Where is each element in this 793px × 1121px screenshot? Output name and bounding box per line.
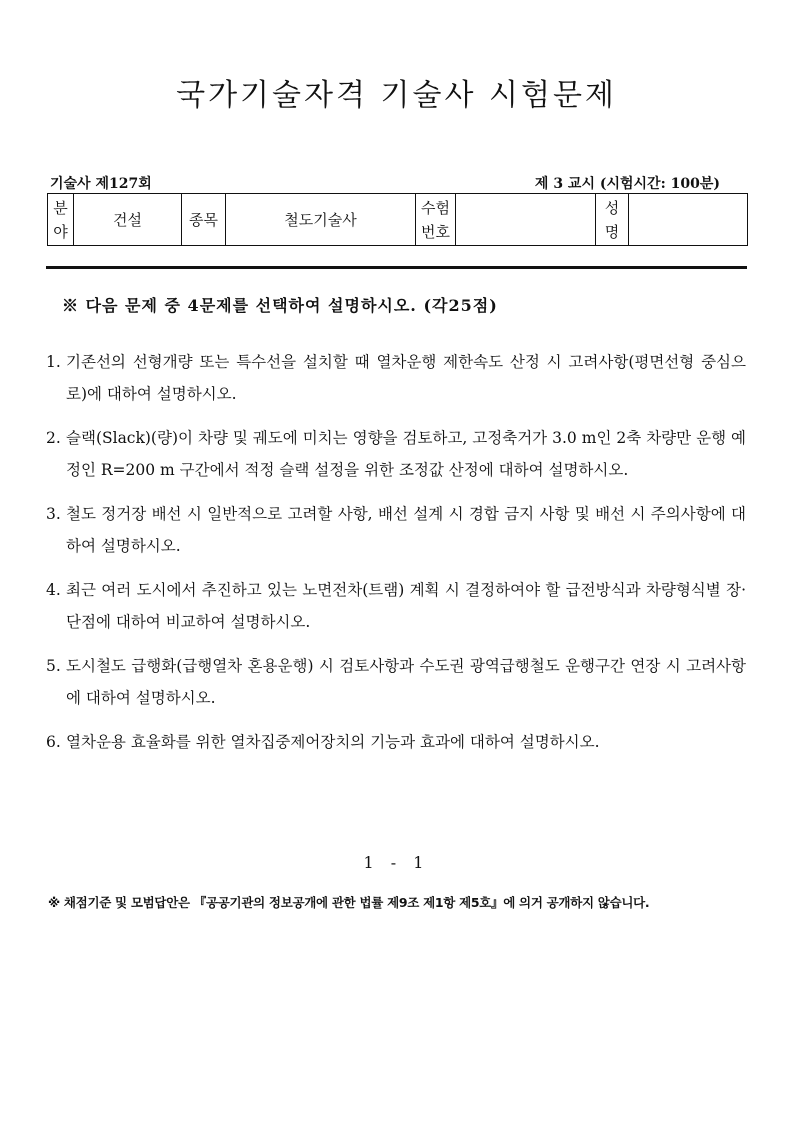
question-item [46, 574, 746, 638]
question-text: 철도 정거장 배선 시 일반적으로 고려할 사항, 배선 설계 시 경합 금지 사항 및 배선 시 주의사항에 대하여 설명하시오. [66, 505, 746, 555]
category-value: 철도기술사 [226, 194, 416, 246]
name-label-line2: 명 [604, 222, 620, 241]
name-label [596, 194, 629, 246]
question-number: 4. [46, 581, 61, 599]
exam-number-label-line2: 번호 [421, 222, 450, 241]
question-text: 기존선의 선형개량 또는 특수선을 설치할 때 열차운행 제한속도 산정 시 고려사항(평면선형 중심으로)에 대하여 설명하시오. [66, 353, 746, 403]
question-number: 3. [46, 505, 61, 523]
question-item [46, 650, 746, 714]
field-value: 건설 [74, 194, 182, 246]
exam-number-label-line1: 수험 [421, 198, 450, 217]
category-label: 종목 [182, 194, 226, 246]
field-label [48, 194, 74, 246]
exam-info-table [47, 193, 748, 246]
exam-session: 기술사 제127회 [50, 176, 152, 192]
instruction-text: ※ 다음 문제 중 4문제를 선택하여 설명하시오. (각25점) [62, 296, 498, 315]
question-number: 6. [46, 733, 61, 751]
name-label-line1: 성 [604, 198, 620, 217]
document-title: 국가기술자격 기술사 시험문제 [176, 78, 617, 113]
question-text: 최근 여러 도시에서 추진하고 있는 노면전차(트램) 계획 시 결정하여야 할 급전방식과 차량형식별 장·단점에 대하여 비교하여 설명하시오. [66, 581, 746, 631]
question-text: 열차운용 효율화를 위한 열차집중제어장치의 기능과 효과에 대하여 설명하시오. [66, 733, 600, 751]
question-number: 2. [46, 429, 61, 447]
exam-number-field[interactable] [456, 194, 596, 246]
footer-notice: ※ 채점기준 및 모범답안은 『공공기관의 정보공개에 관한 법률 제9조 제1항 제5호』에 의거 공개하지 않습니다. [48, 895, 650, 910]
field-label-line1: 분 [53, 198, 68, 217]
question-text: 도시철도 급행화(급행열차 혼용운행) 시 검토사항과 수도권 광역급행철도 운행구간 연장 시 고려사항에 대하여 설명하시오. [66, 657, 746, 707]
question-list [46, 346, 746, 770]
question-text: 슬랙(Slack)(량)이 차량 및 궤도에 미치는 영향을 검토하고, 고정축거가 3.0 m인 2축 차량만 운행 예정인 R=200 m 구간에서 적정 슬랙 설정을 위한 조정값 산정에 대하여 설명하시오. [66, 429, 746, 479]
exam-meta-row [50, 173, 746, 193]
page-number: 1 - 1 [363, 853, 430, 872]
name-field[interactable] [629, 194, 748, 246]
question-number: 1. [46, 353, 61, 371]
exam-period: 제 3 교시 (시험시간: 100분) [534, 176, 720, 192]
question-item [46, 422, 746, 486]
question-item [46, 498, 746, 562]
question-item [46, 726, 746, 758]
exam-number-label [416, 194, 456, 246]
section-divider [46, 266, 747, 269]
question-number: 5. [46, 657, 61, 675]
field-label-line2: 야 [53, 222, 68, 241]
question-item [46, 346, 746, 410]
